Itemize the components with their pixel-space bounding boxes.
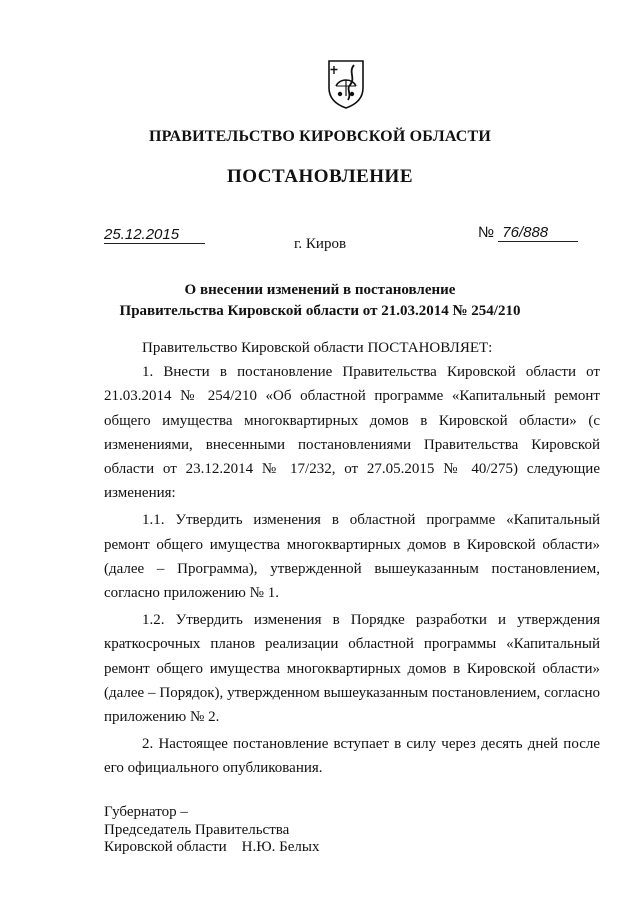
signature-line-2: Председатель Правительства [104, 821, 290, 838]
paragraph-1-2: 1.2. Утвердить изменения в Порядке разработки и утверждения краткосрочных планов реализации областной программы «Капитальный ремонт общего имущества многоквартирных домов в Кировской области» (далее – Порядок), утвержденном вышеуказанным постановлением, согласно приложению № 2. [104, 612, 600, 726]
kirov-oblast-coat-of-arms-icon [326, 58, 366, 110]
signature-line-3: Кировской области Н.Ю. Белых [104, 839, 320, 855]
decree-title-line-2: Правительства Кировской области от 21.03.2014 № 254/210 [119, 303, 521, 319]
government-name: ПРАВИТЕЛЬСТВО КИРОВСКОЙ ОБЛАСТИ [148, 128, 492, 145]
decree-title-line-1: О внесении изменений в постановление [184, 282, 456, 298]
intro-paragraph: Правительство Кировской области ПОСТАНОВЛЯЕТ: [142, 340, 493, 356]
paragraph-1-1: 1.1. Утвердить изменения в областной программе «Капитальный ремонт общего имущества многоквартирных домов в Кировской области» (далее – Программа), утвержденной вышеуказанным постановлением, согласно приложению № 1. [104, 512, 600, 602]
city: г. Киров [293, 236, 347, 252]
signature-line-1: Губернатор – [104, 804, 188, 820]
decree-body [104, 336, 600, 781]
paragraph-1: 1. Внести в постановление Правительства Кировской области от 21.03.2014 № 254/210 «Об областной программе «Капитальный ремонт общего имущества многоквартирных домов в Кировской области» (с изменениями, внесенными постановлениями Правительства Кировской области от 23.12.2014 № 17/232, от 27.05.2015 № 40/275) следующие изменения: [104, 364, 600, 502]
paragraph-2: 2. Настоящее постановление вступает в силу через десять дней после его официального опубликования. [104, 736, 600, 777]
decree-date-value: 25.12.2015 [104, 226, 205, 244]
decree-title [0, 280, 640, 322]
number-sign: № [478, 224, 495, 241]
document-type: ПОСТАНОВЛЕНИЕ [226, 166, 414, 187]
signature-block [104, 804, 319, 857]
decree-number-value: 76/888 [498, 224, 578, 242]
